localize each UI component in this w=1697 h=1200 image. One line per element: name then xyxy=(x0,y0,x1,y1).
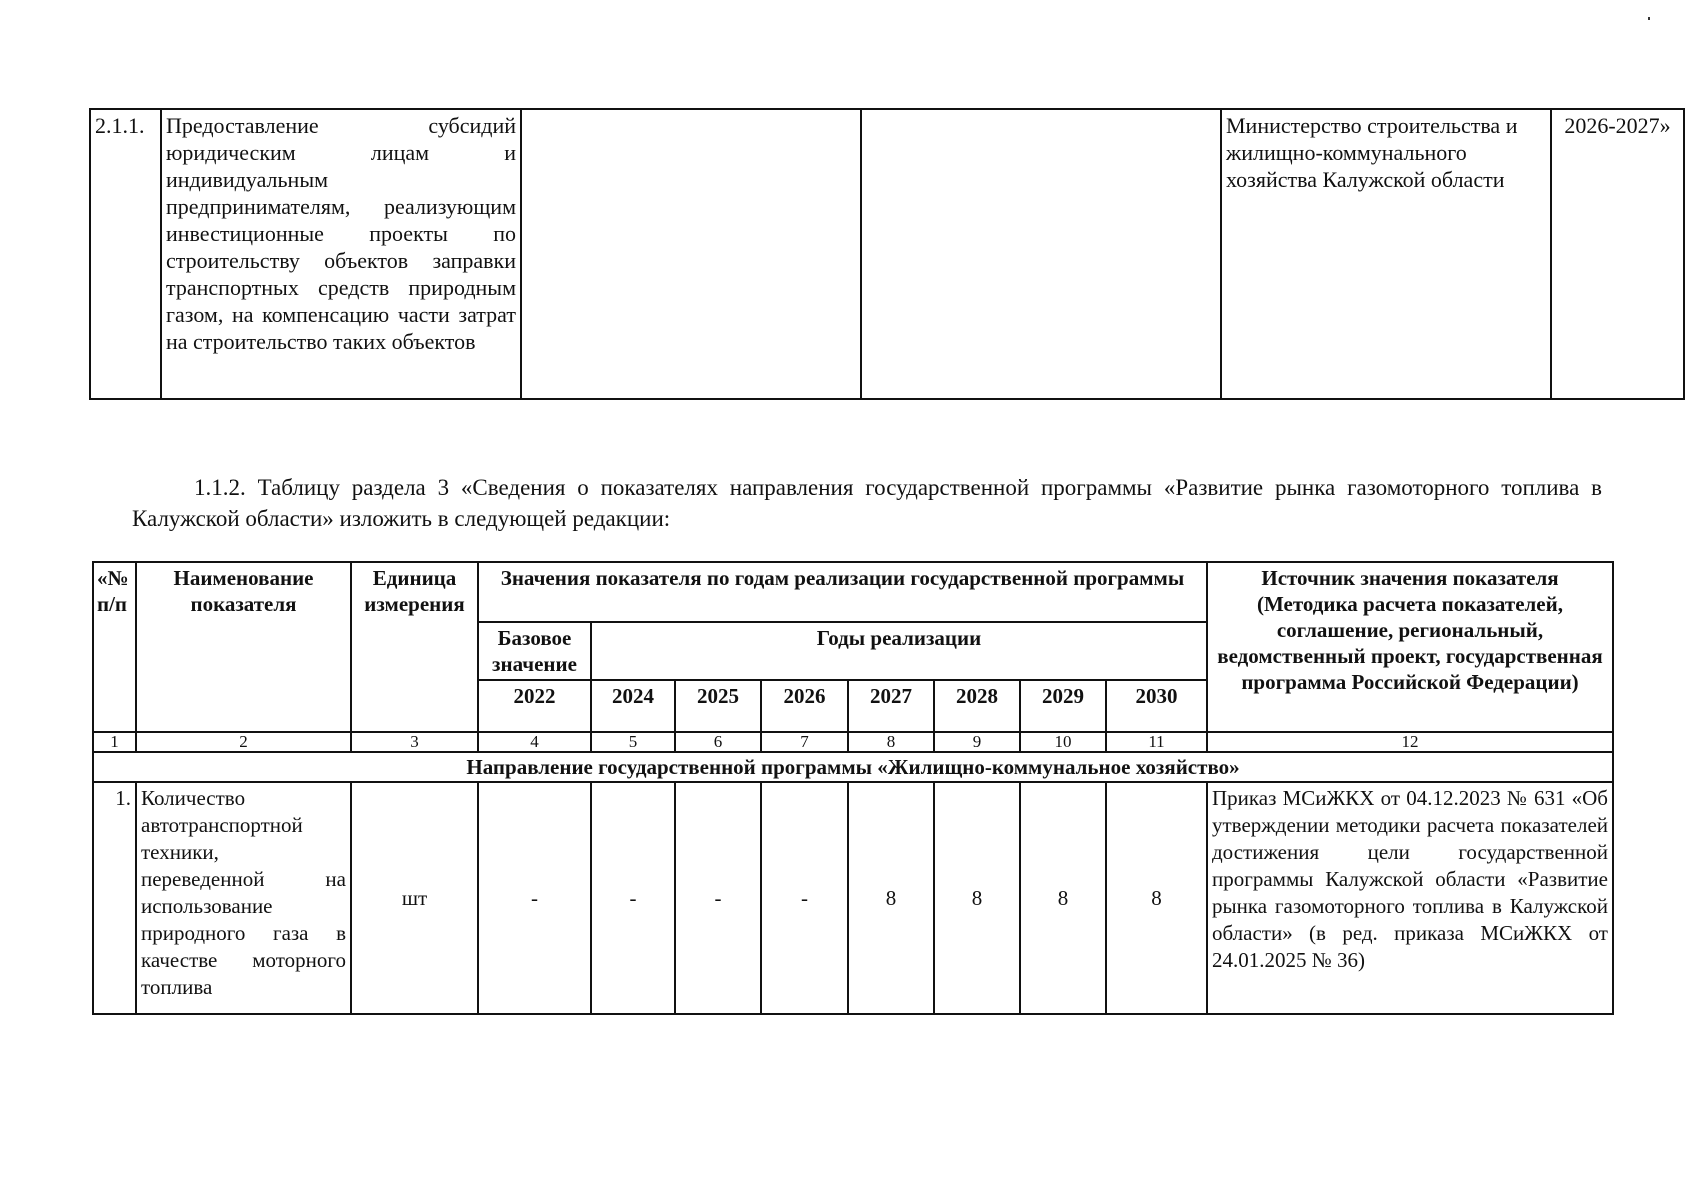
header-base-year: 2022 xyxy=(478,680,591,732)
column-number: 3 xyxy=(351,732,478,752)
year-value: 8 xyxy=(848,782,934,1014)
row-number: 2.1.1. xyxy=(90,109,161,399)
indicator-unit: шт xyxy=(351,782,478,1014)
year-value: 8 xyxy=(1020,782,1106,1014)
column-number: 10 xyxy=(1020,732,1106,752)
column-number: 8 xyxy=(848,732,934,752)
table-row xyxy=(93,782,1613,1014)
header-source: Источник значения показателя (Методика расчета показателей, соглашение, региональный, ведомственный проект, государственная программа Российской Федерации) xyxy=(1207,562,1613,732)
header-year: 2027 xyxy=(848,680,934,732)
indicators-table xyxy=(92,561,1614,1015)
header-year: 2029 xyxy=(1020,680,1106,732)
indicator-name: Количество автотранспортной техники, переведенной на использование природного газа в качестве моторного топлива xyxy=(136,782,351,1014)
year-value: 8 xyxy=(1106,782,1207,1014)
header-name: Наименование показателя xyxy=(136,562,351,732)
base-value: - xyxy=(478,782,591,1014)
column-number-row xyxy=(93,732,1613,752)
year-value: 8 xyxy=(934,782,1020,1014)
year-value: - xyxy=(675,782,761,1014)
header-base: Базовое значение xyxy=(478,622,591,680)
table-row xyxy=(90,109,1684,399)
implementation-period: 2026-2027» xyxy=(1551,109,1684,399)
column-number: 4 xyxy=(478,732,591,752)
header-year: 2025 xyxy=(675,680,761,732)
column-number: 5 xyxy=(591,732,675,752)
section-title: Направление государственной программы «Жилищно-коммунальное хозяйство» xyxy=(93,752,1613,782)
header-row xyxy=(93,562,1613,622)
section-row xyxy=(93,752,1613,782)
measure-description: Предоставление субсидий юридическим лицам и индивидуальным предпринимателям, реализующим инвестиционные проекты по строительству объектов заправки транспортных средств природным газом, на компенсацию части затрат на строительство таких объектов xyxy=(161,109,521,399)
measures-table xyxy=(89,108,1685,400)
header-years-group: Годы реализации xyxy=(591,622,1207,680)
column-number: 11 xyxy=(1106,732,1207,752)
indicator-source: Приказ МСиЖКХ от 04.12.2023 № 631 «Об утверждении методики расчета показателей достижения цели государственной программы Калужской области «Развитие рынка газомоторного топлива в Калужской области» (в ред. приказа МСиЖКХ от 24.01.2025 № 36) xyxy=(1207,782,1613,1014)
empty-cell xyxy=(861,109,1221,399)
column-number: 1 xyxy=(93,732,136,752)
header-year: 2028 xyxy=(934,680,1020,732)
row-number: 1. xyxy=(93,782,136,1014)
column-number: 6 xyxy=(675,732,761,752)
header-year: 2030 xyxy=(1106,680,1207,732)
column-number: 9 xyxy=(934,732,1020,752)
column-number: 7 xyxy=(761,732,848,752)
scan-mark xyxy=(1648,17,1650,20)
year-value: - xyxy=(591,782,675,1014)
empty-cell xyxy=(521,109,861,399)
header-num: «№ п/п xyxy=(93,562,136,732)
responsible-executor: Министерство строительства и жилищно-коммунального хозяйства Калужской области xyxy=(1221,109,1551,399)
column-number: 2 xyxy=(136,732,351,752)
header-unit: Единица измерения xyxy=(351,562,478,732)
header-values-group: Значения показателя по годам реализации государственной программы xyxy=(478,562,1207,622)
header-year: 2026 xyxy=(761,680,848,732)
year-value: - xyxy=(761,782,848,1014)
amendment-paragraph: 1.1.2. Таблицу раздела 3 «Сведения о показателях направления государственной программы «Развитие рынка газомоторного топлива в Калужской области» изложить в следующей редакции: xyxy=(132,475,1602,531)
column-number: 12 xyxy=(1207,732,1613,752)
header-year: 2024 xyxy=(591,680,675,732)
